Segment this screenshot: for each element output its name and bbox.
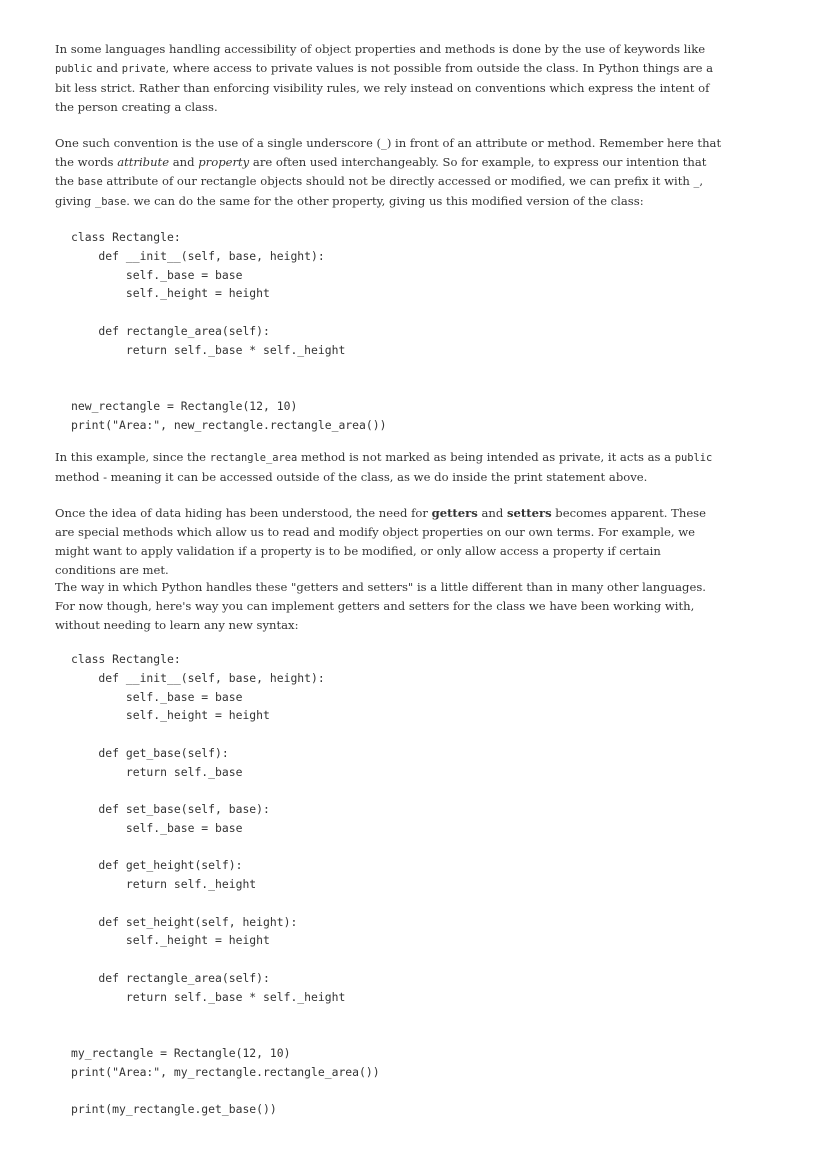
paragraph-text: In this example, since the xyxy=(55,450,210,464)
code-block-rectangle-private: class Rectangle: def __init__(self, base, height): self._base = base self._height = height def rectangle_area(self): return self._base * self._height new_rectangle = Rectangle(12, 10) print("Area:", new_rectangle.rectangle_area()) xyxy=(71,230,387,432)
paragraph-python-getters xyxy=(55,578,725,635)
paragraph-text: and xyxy=(92,61,122,75)
paragraph-public-method xyxy=(55,448,725,487)
paragraph-underscore-convention xyxy=(55,134,725,212)
paragraph-text: are often used interchangeably. So for example, to express our intention that the xyxy=(55,155,707,188)
inline-code-private: private xyxy=(121,63,166,75)
paragraph-text: In some languages handling accessibility of object properties and methods is done by the use of keywords like xyxy=(55,42,706,56)
paragraph-access-modifiers xyxy=(55,40,725,117)
emphasis-property: property xyxy=(198,155,250,169)
paragraph-text: method is not marked as being intended as private, it acts as a xyxy=(297,450,675,464)
emphasis-attribute: attribute xyxy=(117,155,170,169)
bold-getters: getters xyxy=(431,506,478,520)
inline-code-public: public xyxy=(55,63,93,75)
paragraph-text: . we can do the same for the other property, giving us this modified version of the class: xyxy=(126,194,644,208)
paragraph-text: becomes apparent. These are special methods which allow us to read and modify object properties on our own terms. For example, we might want to apply validation if a property is to be modified, or only allow access a property if certain conditions are met. xyxy=(55,506,706,577)
paragraph-text: Once the idea of data hiding has been understood, the need for xyxy=(55,506,432,520)
paragraph-text: , where access to private values is not possible from outside the class. In Python things are a bit less strict. Rather than enforcing visibility rules, we rely instead on conventions which express the intent of the person creating a class. xyxy=(55,61,714,114)
paragraph-text: attribute of our rectangle objects should not be directly accessed or modified, we can prefix it with _, giving xyxy=(55,174,704,208)
bold-setters: setters xyxy=(506,506,552,520)
inline-code-public: public xyxy=(674,452,713,464)
paragraph-text: The way in which Python handles these "getters and setters" is a little different than in many other languages. For now though, here's way you can implement getters and setters for the class we have been working with, without needing to learn any new syntax: xyxy=(55,580,706,632)
paragraph-text: method - meaning it can be accessed outside of the class, as we do inside the print statement above. xyxy=(55,470,648,484)
paragraph-text: One such convention is the use of a single underscore (_) in front of an attribute or method. Remember here that the words xyxy=(55,136,722,169)
inline-code-underscore-base: _base xyxy=(94,196,127,208)
code-block-rectangle-getters-setters: class Rectangle: def __init__(self, base, height): self._base = base self._height = height def get_base(self): return self._base def set_base(self, base): self._base = base def get_height(self): return self._height def set_height(self, height): self._height = height def rectangle_area(self): return self._base * self._height my_rectangle = Rectangle(12, 10) print("Area:", my_rectangle.rectangle_area()) print(my_rectangle.get_base()) xyxy=(71,652,380,1116)
inline-code-base: base xyxy=(77,176,103,188)
inline-code-rectangle-area: rectangle_area xyxy=(209,452,298,464)
paragraph-text: and xyxy=(169,155,199,169)
paragraph-text: and xyxy=(477,506,507,520)
paragraph-getters-setters xyxy=(55,504,725,580)
